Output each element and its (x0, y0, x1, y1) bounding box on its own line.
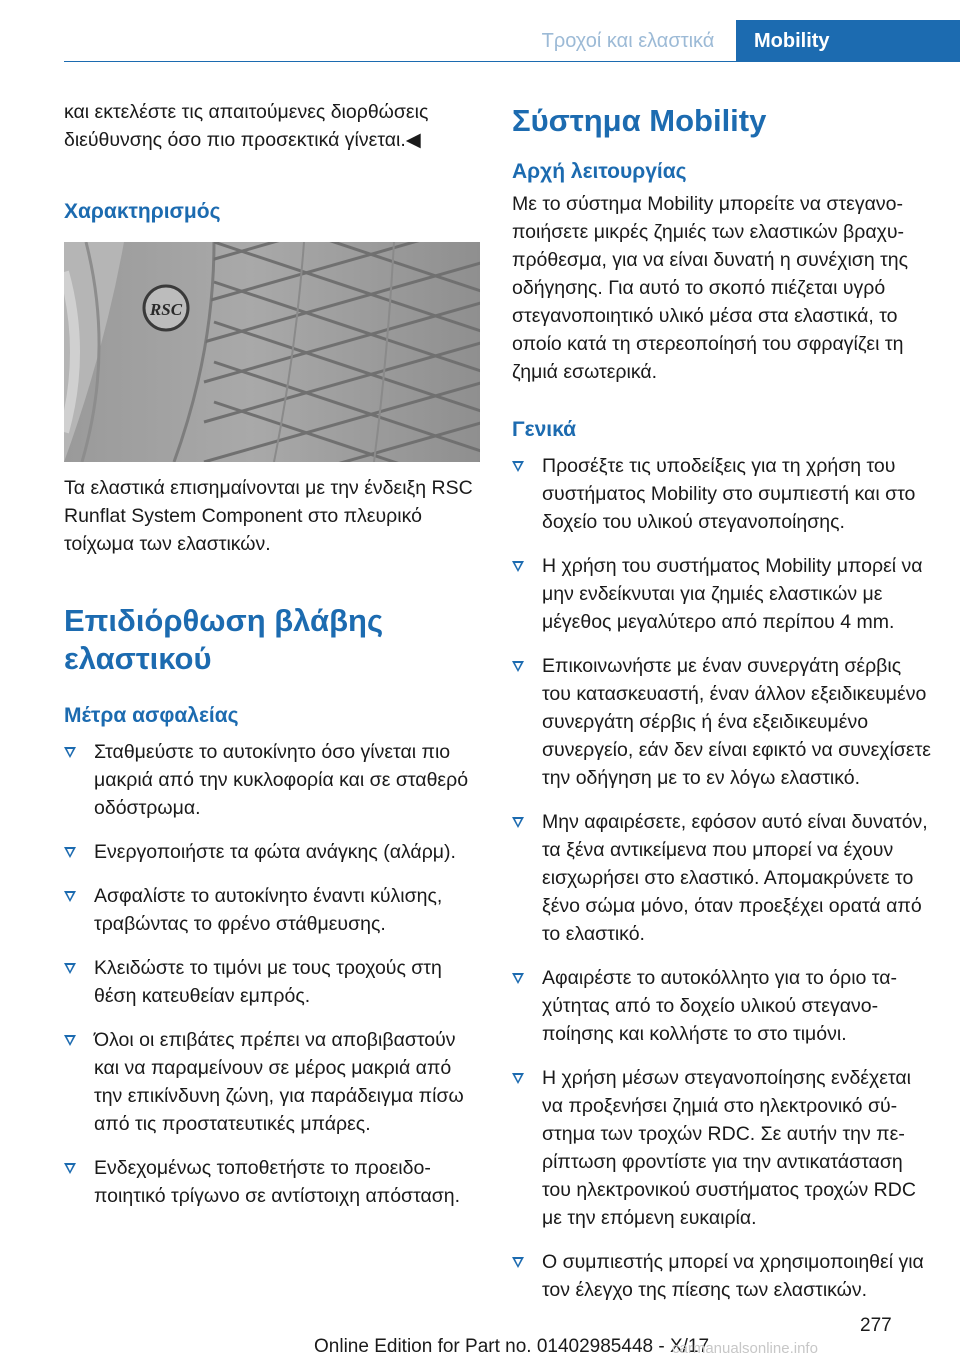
triangle-bullet-icon (64, 1035, 76, 1046)
list-item-text: Κλειδώστε το τιμόνι με τους τροχούς στη θέση κατευθείαν εμπρός. (94, 957, 442, 1007)
repair-heading: Επιδιόρθωση βλάβης ελαστικού (64, 603, 384, 676)
marking-heading: Χαρακτηρισμός (64, 200, 221, 223)
list-item (64, 838, 484, 866)
chapter-tab[interactable]: Τροχοί και ελαστικά (541, 30, 715, 52)
list-item-text: Η χρήση του συστήματος Mobility μπορεί να μην ενδείκνυται για ζημιές ελαστικών με μέγεθος μεγαλύτερο από περίπου 4 mm. (542, 555, 923, 633)
triangle-bullet-icon (64, 847, 76, 858)
list-item-text: Αφαιρέστε το αυτοκόλλητο για το όριο ταχύτητας από το δοχείο υλικού στεγανοποίησης και κολλήστε το στο τιμόνι. (542, 967, 898, 1045)
list-item (64, 1154, 484, 1210)
triangle-bullet-icon (512, 817, 524, 828)
triangle-bullet-icon (64, 1163, 76, 1174)
principle-text: Με το σύστημα Mobility μπορείτε να στεγανοποιήσετε μικρές ζημιές των ελαστικών βραχυπρόθεσμα, για να είναι δυνατή η συνέχιση της οδήγησης. Για αυτό το σκοπό πιέζεται υγρό στεγανοποιητικό υλικό μέσα στα ελαστικά, το οποίο κατά τη στερεοποίησή του σφραγίζει τη ζημιά εσωτερικά. (512, 193, 909, 383)
section-tab[interactable]: Mobility (736, 20, 960, 62)
left-column (64, 98, 484, 1226)
list-item-text: Προσέξτε τις υποδείξεις για τη χρήση του συστήματος Mobility στο συμπιεστή και στο δοχείο του υλικού στεγανοποίησης. (542, 455, 916, 533)
triangle-bullet-icon (64, 891, 76, 902)
triangle-bullet-icon (512, 1073, 524, 1084)
list-item-text: Επικοινωνήστε με έναν συνεργάτη σέρβις του κατασκευαστή, έναν άλλον εξειδικευμένο συνεργάτη σέρβις ή ένα εξειδικευμένο συνεργείο, εάν δεν είναι εφικτό να συνεχίσετε την οδήγηση με το εν λόγω ελαστικό. (542, 655, 932, 789)
list-item (64, 882, 484, 938)
page-number: 277 (860, 1315, 892, 1336)
list-item-text: Ενεργοποιήστε τα φώτα ανάγκης (αλάρμ). (94, 841, 456, 863)
marking-text: Τα ελαστικά επισημαίνονται με την ένδειξη RSC Runflat System Component στο πλευρικό τοίχωμα των ελαστικών. (64, 477, 473, 555)
triangle-bullet-icon (512, 561, 524, 572)
list-item (64, 1026, 484, 1138)
intro-text: και εκτελέστε τις απαιτούμενες διορθώσεις διεύθυνσης όσο πιο προσεκτικά γίνεται.◀ (64, 101, 429, 151)
list-item-text: Μην αφαιρέσετε, εφόσον αυτό είναι δυνατόν, τα ξένα αντικείμενα που μπορεί να έχουν εισχωρήσει στο ελαστικό. Απομακρύνετε το ξένο σώμα μόνο, όταν προεξέχει ορατά από το ελαστικό. (542, 811, 928, 945)
list-item-text: Ο συμπιεστής μπορεί να χρησιμοποιηθεί για τον έλεγχο της πίεσης των ελαστικών. (542, 1251, 924, 1301)
list-item-text: Όλοι οι επιβάτες πρέπει να αποβιβαστούν και να παραμείνουν σε μέρος μακριά από την επικίνδυνη ζώνη, για παράδειγμα πίσω από τις προστατευτικές μπάρες. (94, 1029, 464, 1135)
list-item (512, 452, 932, 536)
triangle-bullet-icon (64, 747, 76, 758)
list-item (64, 954, 484, 1010)
general-heading: Γενικά (512, 418, 577, 441)
triangle-bullet-icon (64, 963, 76, 974)
list-item (512, 1248, 932, 1304)
right-column (512, 98, 932, 1320)
list-item-text: Η χρήση μέσων στεγανοποίησης ενδέχεται να προξενήσει ζημιά στο ηλεκτρονικό σύστημα των τροχών RDC. Σε αυτήν την περίπτωση φροντίστε για την αντικατάσταση του ηλεκτρονικού συστήματος τροχών RDC με την επόμενη ευκαιρία. (542, 1067, 916, 1229)
safety-heading: Μέτρα ασφαλείας (64, 704, 239, 727)
header-rule (64, 61, 960, 62)
triangle-bullet-icon (512, 461, 524, 472)
rsc-logo (144, 286, 188, 330)
list-item (64, 738, 484, 822)
list-item (512, 1064, 932, 1232)
general-list (512, 452, 932, 1304)
triangle-bullet-icon (512, 1257, 524, 1268)
svg-text:RSC: RSC (149, 300, 183, 319)
list-item-text: Ασφαλίστε το αυτοκίνητο έναντι κύλισης, τραβώντας το φρένο στάθμευσης. (94, 885, 443, 935)
list-item (512, 964, 932, 1048)
safety-list (64, 738, 484, 1210)
list-item-text: Ενδεχομένως τοποθετήστε το προειδοποιητικό τρίγωνο σε αντίστοιχη απόσταση. (94, 1157, 461, 1207)
list-item (512, 808, 932, 948)
edition-text: Online Edition for Part no. 01402985448 - X/17 (314, 1336, 710, 1357)
principle-heading: Αρχή λειτουργίας (512, 160, 687, 183)
list-item-text: Σταθμεύστε το αυτοκίνητο όσο γίνεται πιο μακριά από την κυκλοφορία και σε σταθερό οδόστρωμα. (94, 741, 469, 819)
mobility-title: Σύστημα Mobility (512, 103, 767, 138)
triangle-bullet-icon (512, 661, 524, 672)
site-watermark: carmanualsonline.info (672, 1340, 818, 1357)
page-header (0, 0, 960, 62)
list-item (512, 552, 932, 636)
list-item (512, 652, 932, 792)
triangle-bullet-icon (512, 973, 524, 984)
tire-image (64, 242, 480, 462)
